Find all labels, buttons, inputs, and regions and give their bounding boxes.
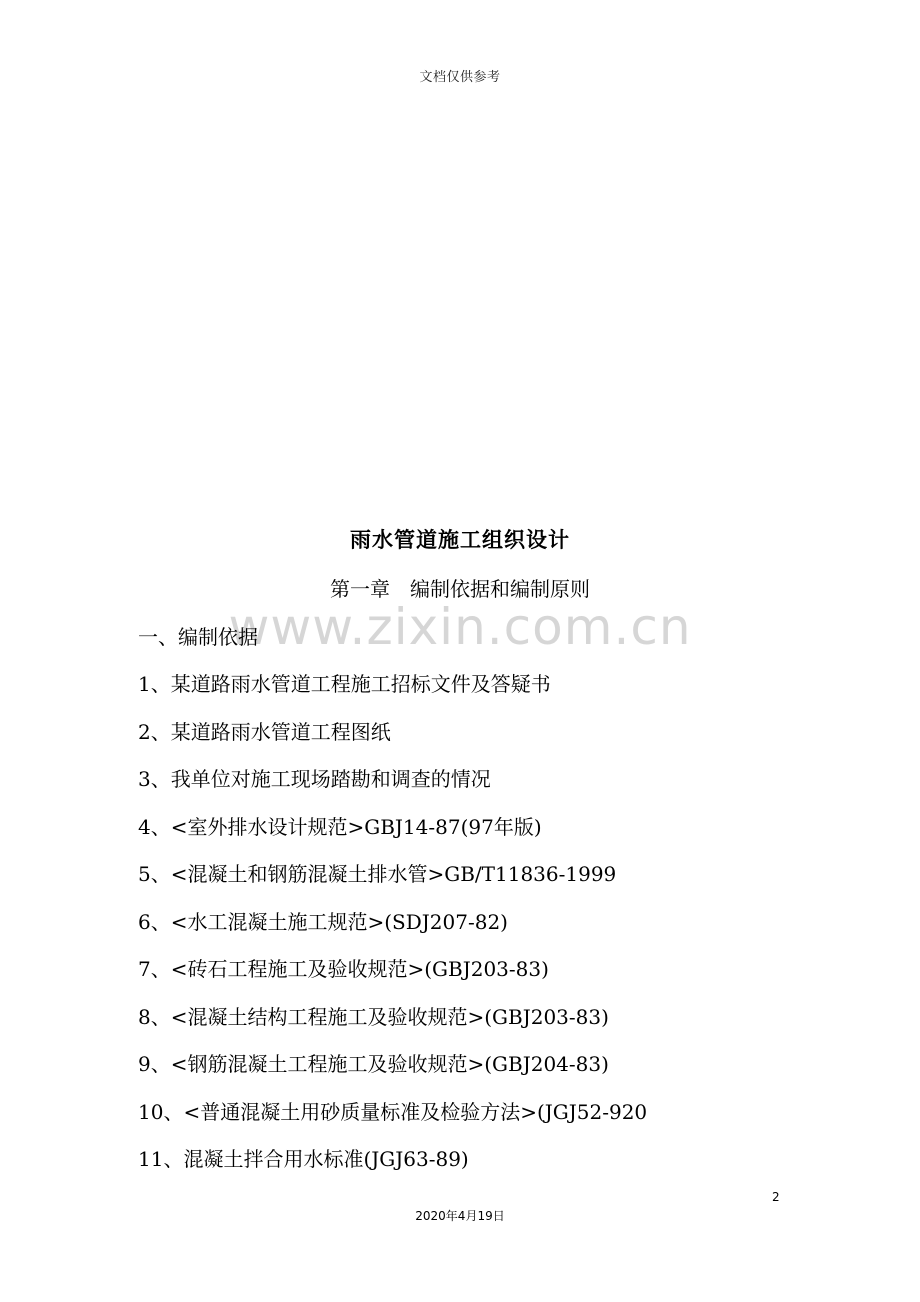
section-heading: 一、编制依据	[138, 625, 258, 649]
reference-item: 6、<水工混凝土施工规范>(SDJ207-82)	[138, 909, 508, 934]
document-title: 雨水管道施工组织设计	[350, 528, 570, 552]
reference-item: 8、<混凝土结构工程施工及验收规范>(GBJ203-83)	[138, 1004, 609, 1029]
chapter-title: 第一章 编制依据和编制原则	[330, 577, 590, 601]
reference-list	[138, 669, 647, 1192]
reference-item: 9、<钢筋混凝土工程施工及验收规范>(GBJ204-83)	[138, 1052, 609, 1076]
page-number: 2	[772, 1190, 780, 1204]
reference-item: 5、<混凝土和钢筋混凝土排水管>GB/T11836-1999	[138, 862, 617, 886]
reference-item: 3、我单位对施工现场踏勘和调查的情况	[138, 767, 491, 791]
reference-item: 7、<砖石工程施工及验收规范>(GBJ203-83)	[138, 957, 549, 981]
reference-item: 10、<普通混凝土用砂质量标准及检验方法>(JGJ52-920	[138, 1099, 648, 1124]
footer-date: 2020年4月19日	[415, 1209, 505, 1223]
header-note: 文档仅供参考	[419, 70, 501, 85]
reference-item: 4、<室外排水设计规范>GBJ14-87(97年版)	[138, 814, 542, 839]
reference-item: 11、混凝土拌合用水标准(JGJ63-89)	[138, 1147, 469, 1171]
reference-item: 1、某道路雨水管道工程施工招标文件及答疑书	[138, 672, 551, 696]
watermark: www.zixin.com.cn	[228, 598, 692, 656]
reference-item: 2、某道路雨水管道工程图纸	[138, 719, 391, 744]
